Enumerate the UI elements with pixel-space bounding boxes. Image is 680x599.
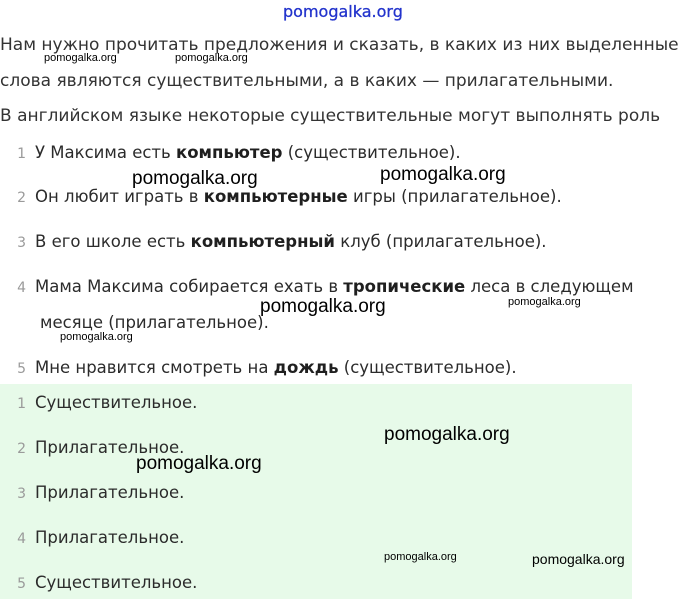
sentence-text: У Максима есть компьютер (существительное). — [35, 143, 461, 162]
sentence-text: В его школе есть компьютерный клуб (прилагательное). — [35, 232, 547, 251]
item-number: 3 — [17, 235, 26, 251]
highlighted-word: компьютерный — [190, 232, 335, 251]
highlighted-word: компьютер — [176, 143, 283, 162]
answer-number: 4 — [17, 531, 26, 547]
item-number: 2 — [17, 190, 26, 206]
answer-text: Существительное. — [35, 393, 198, 412]
watermark: pomogalka.org — [136, 453, 262, 474]
item-number: 1 — [17, 146, 26, 162]
intro-line-1: Нам нужно прочитать предложения и сказать, в каких из них выделенные — [0, 35, 679, 55]
watermark: pomogalka.org — [175, 52, 248, 64]
watermark: pomogalka.org — [132, 168, 258, 189]
answer-number: 3 — [17, 486, 26, 502]
sentence-text: Мне нравится смотреть на дождь (существительное). — [35, 358, 517, 377]
intro-line-3: В английском языке некоторые существительные могут выполнять роль — [0, 106, 661, 126]
answer-text: Существительное. — [35, 573, 198, 592]
answer-text: Прилагательное. — [35, 438, 185, 457]
highlighted-word: компьютерные — [203, 187, 348, 206]
watermark: pomogalka.org — [532, 551, 625, 567]
answer-text: Прилагательное. — [35, 483, 185, 502]
watermark: pomogalka.org — [380, 164, 506, 185]
header-watermark: pomogalka.org — [283, 2, 403, 21]
sentence-text: Мама Максима собирается ехать в тропические леса в следующем — [35, 277, 634, 296]
highlighted-word: тропические — [343, 277, 466, 296]
watermark: pomogalka.org — [384, 551, 457, 563]
answer-number: 5 — [17, 576, 26, 592]
answer-number: 2 — [17, 441, 26, 457]
sentence-text: Он любит играть в компьютерные игры (прилагательное). — [35, 187, 562, 206]
item-number: 4 — [17, 280, 26, 296]
watermark: pomogalka.org — [384, 424, 510, 445]
watermark: pomogalka.org — [508, 296, 581, 308]
answer-number: 1 — [17, 396, 26, 412]
intro-line-2: слова являются существительными, а в каких — прилагательными. — [0, 71, 614, 91]
watermark: pomogalka.org — [60, 331, 133, 343]
watermark: pomogalka.org — [44, 52, 117, 64]
watermark: pomogalka.org — [260, 296, 386, 317]
item-number: 5 — [17, 361, 26, 377]
sentence-continuation: месяце (прилагательное). — [40, 313, 269, 332]
highlighted-word: дождь — [273, 358, 339, 377]
answer-text: Прилагательное. — [35, 528, 185, 547]
